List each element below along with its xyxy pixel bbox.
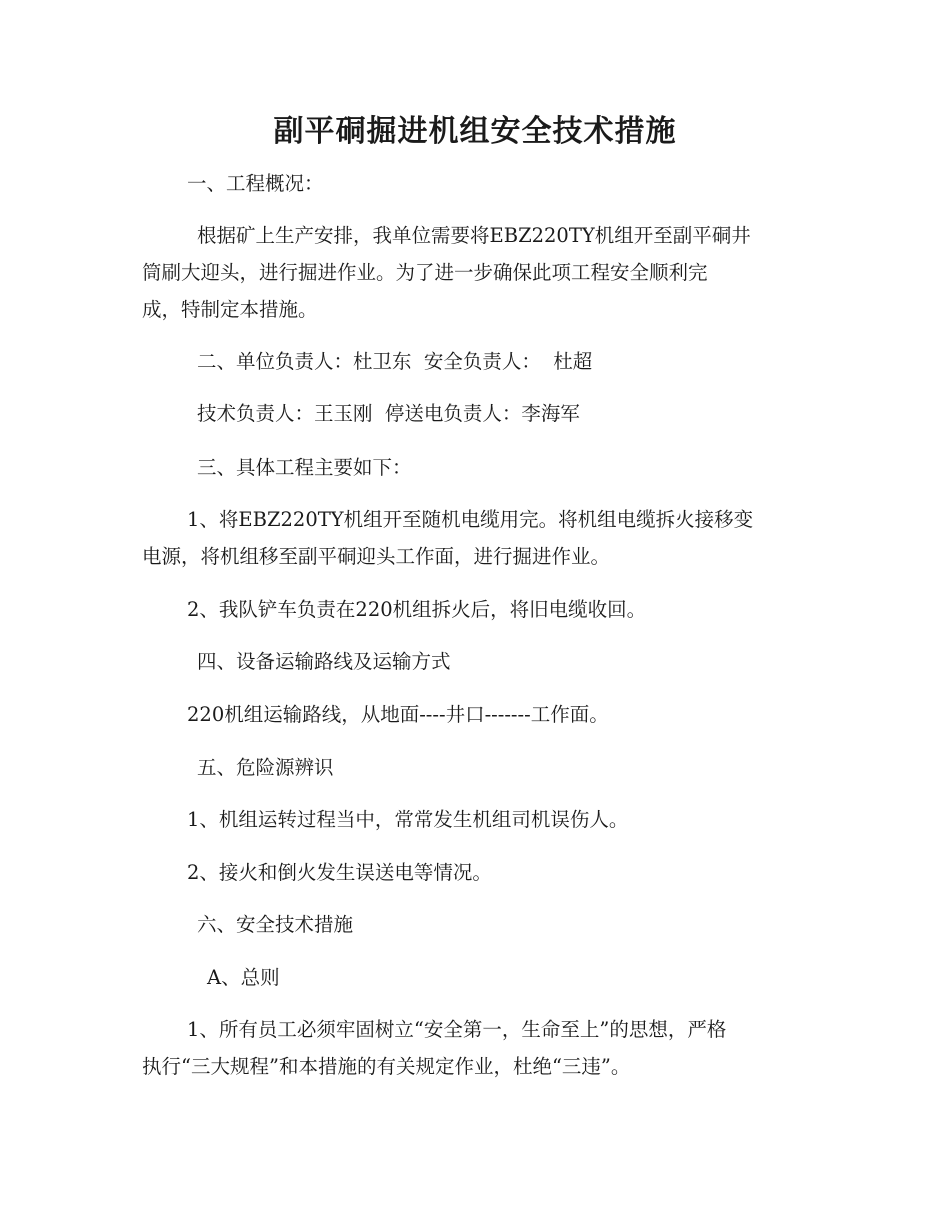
document-title: 副平硐掘进机组安全技术措施 xyxy=(273,114,677,149)
section3-item1-line2: 电源，将机组移至副平硐迎头工作面，进行掘进作业。 xyxy=(142,545,611,568)
section6-sub-a: A、总则 xyxy=(207,966,280,989)
section5-item2: 2、接火和倒火发生误送电等情况。 xyxy=(187,861,492,884)
section3-item2: 2、我队铲车负责在220机组拆火后，将旧电缆收回。 xyxy=(187,598,647,621)
section1-body-line2: 筒刷大迎头，进行掘进作业。为了进一步确保此项工程安全顺利完 xyxy=(142,261,708,284)
section2-line2: 技术负责人：王玉刚 停送电负责人：李海军 xyxy=(197,402,580,425)
section6-item1-line1: 1、所有员工必须牢固树立“安全第一，生命至上”的思想，严格 xyxy=(187,1018,727,1041)
section6-item1-line2: 执行“三大规程”和本措施的有关规定作业，杜绝“三违”。 xyxy=(142,1055,631,1078)
section1-heading: 一、工程概况： xyxy=(187,172,324,195)
section2-line1: 二、单位负责人：杜卫东 安全负责人： 杜超 xyxy=(197,350,593,373)
section1-body-line3: 成，特制定本措施。 xyxy=(142,298,318,321)
section4-body: 220机组运输路线，从地面----井口-------工作面。 xyxy=(187,703,609,726)
section5-heading: 五、危险源辨识 xyxy=(197,756,334,779)
section6-heading: 六、安全技术措施 xyxy=(197,913,354,936)
section5-item1: 1、机组运转过程当中，常常发生机组司机误伤人。 xyxy=(187,808,629,831)
section1-body-line1: 根据矿上生产安排，我单位需要将EBZ220TY机组开至副平硐井 xyxy=(197,224,751,247)
section3-heading: 三、具体工程主要如下： xyxy=(197,456,412,479)
section3-item1-line1: 1、将EBZ220TY机组开至随机电缆用完。将机组电缆拆火接移变 xyxy=(187,508,754,531)
section4-heading: 四、设备运输路线及运输方式 xyxy=(197,650,451,673)
